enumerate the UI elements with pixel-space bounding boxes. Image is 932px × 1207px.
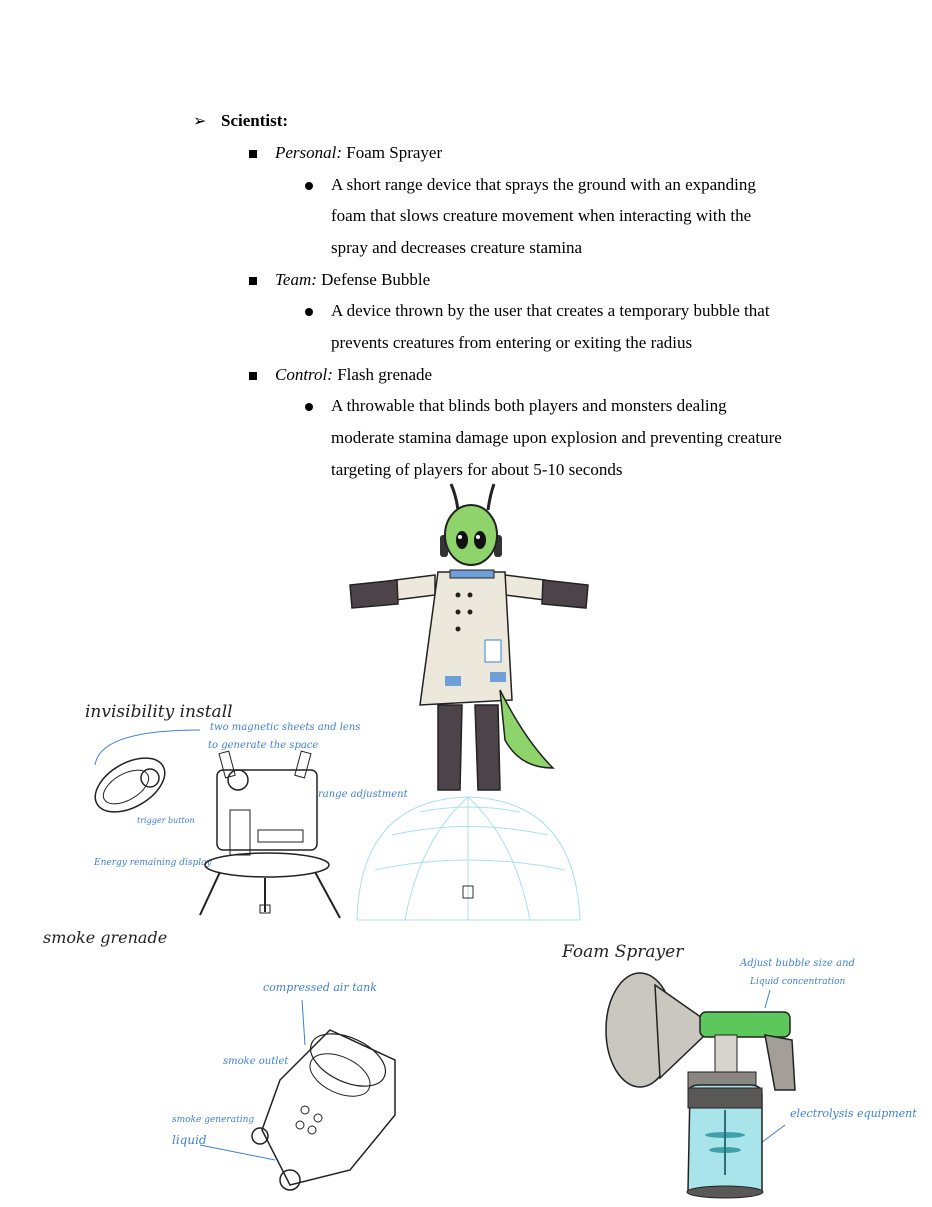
sketch-note: Adjust bubble size and [740,958,855,969]
sketch-note: trigger button [137,816,195,825]
section-heading: Scientist: [221,111,289,130]
sketch-note: smoke outlet [223,1056,289,1067]
description-line: A short range device that sprays the ground with an expanding [331,175,756,194]
defense-bubble-illustration [357,797,580,920]
sketch-note: range adjustment [318,789,408,800]
sketch-title: Foam Sprayer [562,942,684,962]
item-label: Control: [275,365,333,384]
item-label: Team: [275,270,317,289]
item-name: Defense Bubble [321,270,431,289]
description-line: A throwable that blinds both players and monsters dealing [331,396,727,415]
description-line: spray and decreases creature stamina [331,238,583,257]
scientist-character-illustration [350,484,588,790]
sketch-title: smoke grenade [43,928,168,947]
sketch-note: to generate the space [208,740,319,751]
sketch-note: Liquid concentration [750,977,846,987]
sketch-note: two magnetic sheets and lens [210,722,361,733]
description-line: prevents creatures from entering or exiting the radius [331,333,693,352]
description-line: moderate stamina damage upon explosion and preventing creature [331,428,782,447]
sketch-note: Energy remaining display [94,858,212,868]
item-name: Flash grenade [337,365,433,384]
sketch-note: electrolysis equipment [790,1107,917,1120]
sketch-title: invisibility install [85,702,233,722]
foam-sprayer-sketch [561,942,917,1198]
arrow-bullet-icon: ➢ [193,113,207,130]
description-line: foam that slows creature movement when interacting with the [331,206,752,225]
smoke-grenade-sketch [43,928,395,1190]
item-label: Personal: [275,143,343,162]
sketch-note: smoke generating [172,1115,255,1125]
sketch-note: liquid [172,1133,207,1147]
description-line: A device thrown by the user that creates a temporary bubble that [331,301,770,320]
item-name: Foam Sprayer [346,143,443,162]
sketch-note: compressed air tank [263,981,377,994]
description-line: targeting of players for about 5-10 seconds [331,460,623,479]
